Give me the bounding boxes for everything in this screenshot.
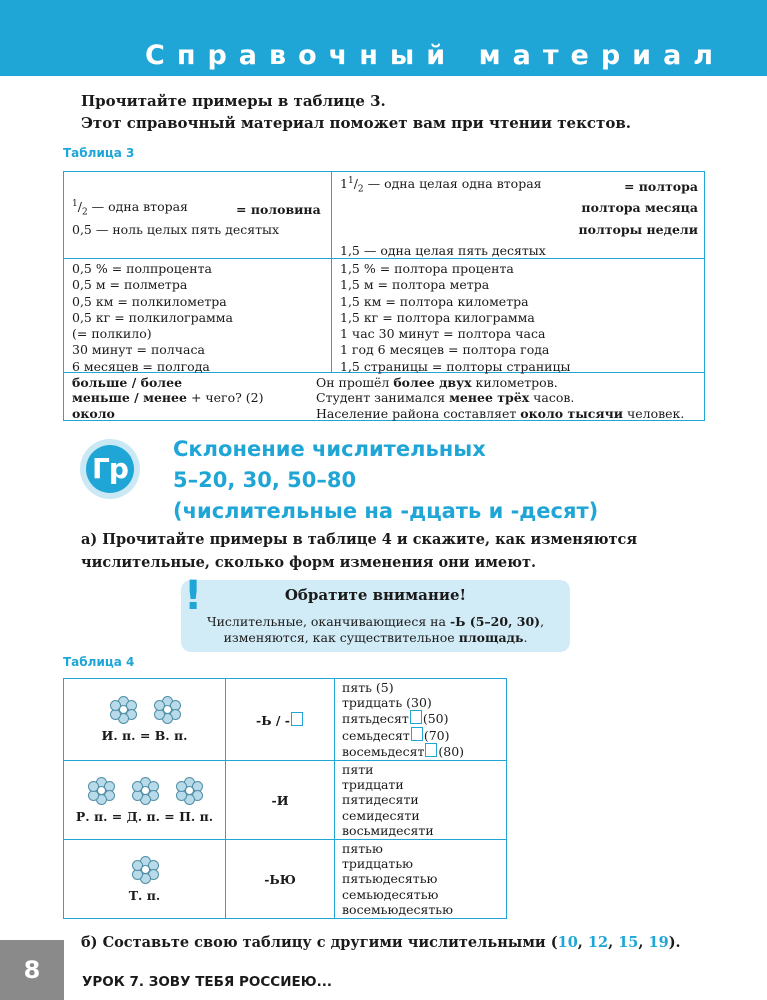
case-cell	[64, 679, 226, 761]
example-sentence: Студент занимался менее трёх часов.	[316, 390, 575, 406]
word: пятью	[342, 840, 383, 856]
case-label: Т. п.	[128, 887, 161, 903]
section-title-line-3: (числительные на -дцать и -десят)	[173, 499, 599, 523]
list-item: 1 год 6 месяцев = полтора года	[340, 342, 550, 358]
attention-note	[181, 580, 570, 652]
list-item: 1,5 м = полтора метра	[340, 277, 490, 293]
section-title-line-2: 5–20, 30, 50–80	[173, 468, 357, 492]
number: 19	[648, 934, 669, 951]
word-less: меньше / менее	[72, 390, 187, 406]
blank-box	[425, 743, 437, 757]
table4-label: Таблица 4	[63, 655, 135, 669]
comparison-examples	[316, 375, 684, 421]
example-sentence: Население района составляет около тысячи человек.	[316, 405, 685, 421]
words-cell	[335, 679, 507, 761]
table-row	[64, 840, 507, 919]
list-item: 30 минут = полчаса	[72, 342, 205, 358]
words-cell	[335, 761, 507, 840]
table3-row-divider	[64, 258, 704, 259]
comparison-words	[72, 375, 264, 421]
section-title-line-1: Склонение числительных	[173, 437, 486, 461]
intro-text	[81, 90, 631, 134]
word: тридцати	[342, 777, 404, 793]
table-row	[64, 679, 507, 761]
word-case-note: + чего? (2)	[186, 390, 264, 406]
half-expression: $^1/_2$ — одна вторая	[72, 199, 188, 218]
task-b: б) Составьте свою таблицу с другими числительными (10, 12, 15, 19).	[81, 934, 681, 951]
list-item: 1 час 30 минут = полтора часа	[340, 326, 546, 342]
poltora-equals: = полтора	[623, 179, 698, 194]
list-item: 0,5 кг = полкилограмма	[72, 309, 233, 325]
case-cell	[64, 840, 226, 919]
intro-line-2: Этот справочный материал поможет вам при чтении текстов.	[81, 114, 632, 132]
list-item: 0,5 % = полпроцента	[72, 261, 212, 276]
grammar-badge-icon	[80, 439, 140, 499]
list-item: 1,5 кг = полтора килограмма	[340, 309, 535, 325]
page-number: 8	[0, 940, 64, 1000]
list-item: 1,5 км = полтора километра	[340, 293, 529, 309]
poltora-decimal: 1,5 — одна целая пять десятых	[340, 243, 546, 258]
blank-box	[410, 710, 422, 724]
exclamation-icon: !	[184, 573, 203, 619]
intro-line-1: Прочитайте примеры в таблице 3.	[81, 92, 386, 110]
list-item: 1,5 % = полтора процента	[340, 261, 514, 276]
lesson-title: УРОК 7. ЗОВУ ТЕБЯ РОССИЕЮ...	[82, 974, 332, 990]
task-a	[81, 528, 637, 574]
word: пятидесяти	[342, 792, 419, 808]
note-text: Числительные, оканчивающиеся на -Ь (5–20, 30), изменяются, как существительное площадь.	[206, 614, 545, 645]
word: восьмидесяти	[342, 822, 434, 838]
number: 10	[557, 934, 578, 951]
word: пятьюдесятью	[342, 871, 438, 887]
case-label: И. п. = В. п.	[101, 728, 188, 743]
flower-icon	[110, 696, 136, 722]
table3-divider	[331, 172, 332, 372]
banner-title: Справочный материал	[145, 40, 726, 71]
word: восемьдесят (80)	[342, 743, 465, 759]
case-cell	[64, 761, 226, 840]
number: 15	[618, 934, 639, 951]
ending-cell: -Ь / -	[226, 679, 335, 761]
blank-box	[291, 712, 303, 726]
word-more: больше / более	[72, 375, 183, 390]
flower-icon	[132, 856, 158, 882]
poltora-expression: $1^1/_2$ — одна целая одна вторая	[340, 176, 542, 195]
poltora-list	[340, 261, 570, 375]
case-label: Р. п. = Д. п. = П. п.	[75, 808, 214, 824]
flower-icons	[64, 777, 225, 803]
flower-icon	[132, 777, 158, 803]
table-row	[64, 761, 507, 840]
list-item: 0,5 м = полметра	[72, 277, 188, 293]
word: тридцатью	[342, 856, 414, 872]
task-a-line-1: а) Прочитайте примеры в таблице 4 и скажите, как изменяются	[81, 531, 638, 548]
half-list	[72, 261, 233, 375]
table3-label: Таблица 3	[63, 146, 135, 160]
section-title	[173, 434, 598, 527]
flower-icons	[64, 696, 225, 722]
ending-cell: -И	[226, 761, 335, 840]
grammar-badge-label: Гр	[86, 445, 134, 493]
table4	[63, 678, 507, 919]
list-item: 6 месяцев = полгода	[72, 358, 210, 374]
header-banner	[0, 0, 767, 76]
half-equals: = половина	[236, 202, 321, 217]
word: семидесяти	[342, 807, 420, 823]
list-item: 1,5 страницы = полторы страницы	[340, 358, 571, 374]
flower-icon	[154, 696, 180, 722]
word-less-row	[72, 390, 264, 405]
word: пятьдесят (50)	[342, 711, 449, 727]
word-about: около	[72, 405, 115, 421]
list-item: (= полкило)	[72, 326, 152, 342]
half-decimal: 0,5 — ноль целых пять десятых	[72, 222, 280, 237]
flower-icon	[88, 777, 114, 803]
ending-cell: -ЬЮ	[226, 840, 335, 919]
word: восемьюдесятью	[342, 901, 453, 917]
word: семьдесят (70)	[342, 727, 450, 743]
blank-box	[411, 727, 423, 741]
flower-icon	[176, 777, 202, 803]
task-a-line-2: числительные, сколько форм изменения они имеют.	[81, 554, 537, 571]
poltora-example-1: полтора месяца	[581, 200, 698, 215]
table3	[63, 171, 705, 421]
flower-icons	[64, 856, 225, 882]
word: пять (5)	[342, 679, 394, 695]
words-cell	[335, 840, 507, 919]
example-sentence: Он прошёл более двух километров.	[316, 375, 558, 390]
poltora-example-2: полторы недели	[578, 222, 698, 237]
number: 12	[587, 934, 609, 951]
note-title: Обратите внимание!	[284, 586, 467, 604]
list-item: 0,5 км = полкилометра	[72, 293, 227, 309]
word: тридцать (30)	[342, 695, 432, 711]
word: семьюдесятью	[342, 886, 439, 902]
word: пяти	[342, 761, 374, 777]
